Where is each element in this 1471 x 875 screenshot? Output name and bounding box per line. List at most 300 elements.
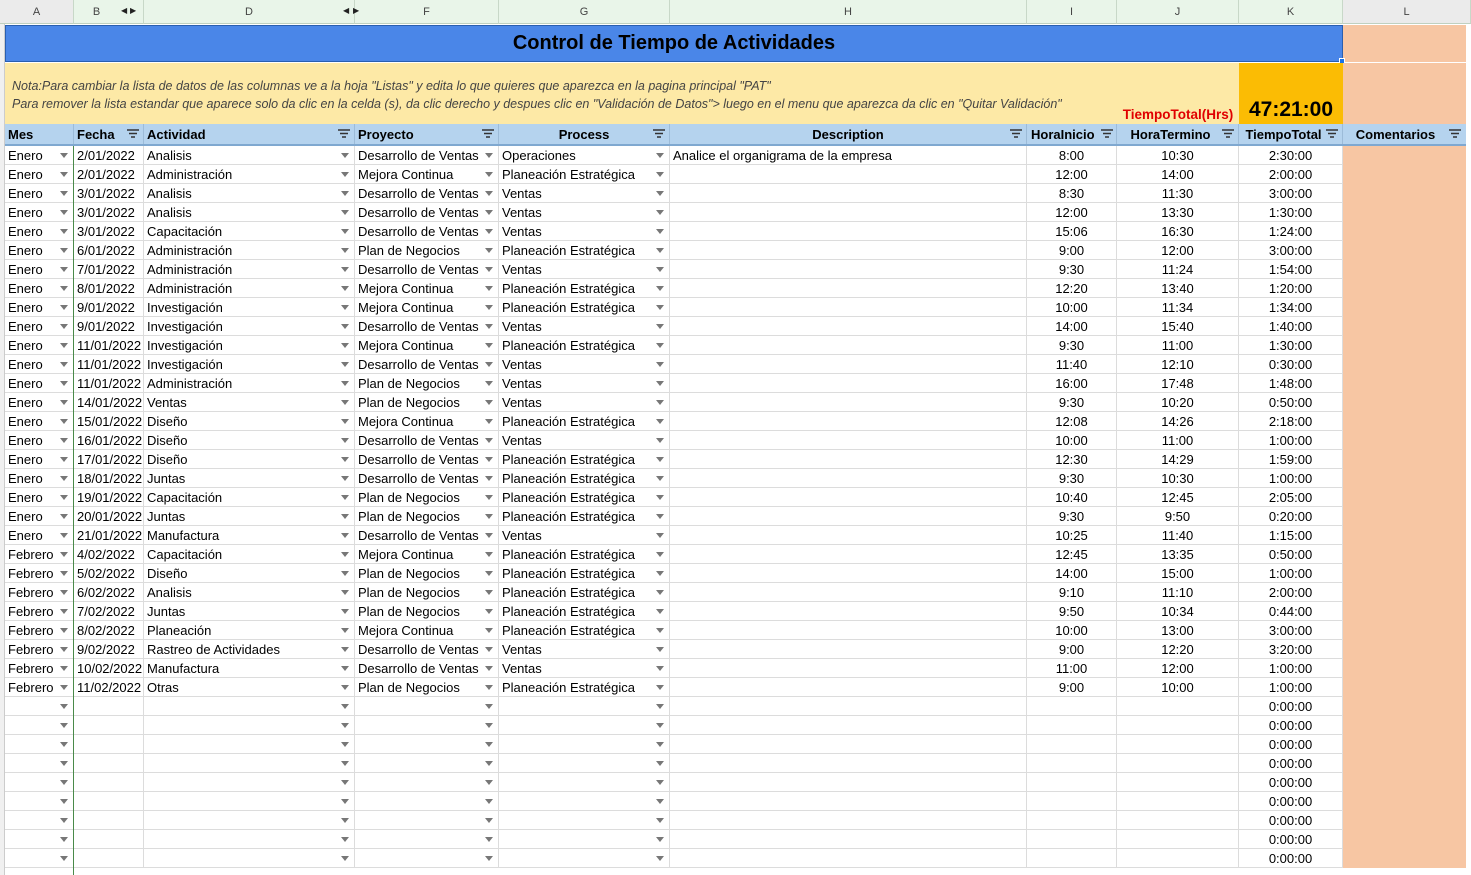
cell-tiempo-total[interactable]: 1:30:00 <box>1239 203 1343 221</box>
cell-hora-inicio[interactable]: 10:25 <box>1027 526 1117 544</box>
cell-tiempo-total[interactable]: 0:00:00 <box>1239 697 1343 715</box>
dropdown-arrow-icon[interactable] <box>341 362 349 367</box>
cell-comentarios[interactable] <box>1343 507 1466 526</box>
dropdown-arrow-icon[interactable] <box>656 818 664 823</box>
cell-hora-termino[interactable]: 11:34 <box>1117 298 1239 316</box>
dropdown-arrow-icon[interactable] <box>60 191 68 196</box>
cell-hora-inicio[interactable]: 9:10 <box>1027 583 1117 601</box>
cell-description[interactable] <box>670 716 1027 734</box>
cell-actividad[interactable] <box>144 754 355 772</box>
cell-mes[interactable]: Enero <box>5 203 74 221</box>
cell-hora-inicio[interactable]: 11:40 <box>1027 355 1117 373</box>
cell-fecha[interactable]: 15/01/2022 <box>74 412 144 430</box>
cell-hora-inicio[interactable]: 12:20 <box>1027 279 1117 297</box>
cell-process[interactable]: Planeación Estratégica <box>499 165 670 183</box>
cell-proyecto[interactable]: Plan de Negocios <box>355 583 499 601</box>
cell-proyecto[interactable] <box>355 735 499 753</box>
cell-actividad[interactable]: Investigación <box>144 336 355 354</box>
cell-comentarios[interactable] <box>1343 298 1466 317</box>
column-header-j[interactable]: J <box>1117 0 1239 24</box>
cell-proyecto[interactable]: Desarrollo de Ventas <box>355 222 499 240</box>
dropdown-arrow-icon[interactable] <box>485 552 493 557</box>
dropdown-arrow-icon[interactable] <box>341 552 349 557</box>
cell-process[interactable]: Planeación Estratégica <box>499 507 670 525</box>
dropdown-arrow-icon[interactable] <box>341 761 349 766</box>
dropdown-arrow-icon[interactable] <box>485 381 493 386</box>
cell-hora-termino[interactable] <box>1117 697 1239 715</box>
dropdown-arrow-icon[interactable] <box>60 552 68 557</box>
dropdown-arrow-icon[interactable] <box>341 324 349 329</box>
cell-comentarios[interactable] <box>1343 222 1466 241</box>
dropdown-arrow-icon[interactable] <box>485 191 493 196</box>
dropdown-arrow-icon[interactable] <box>341 818 349 823</box>
cell-actividad[interactable]: Administración <box>144 241 355 259</box>
cell-tiempo-total[interactable]: 2:18:00 <box>1239 412 1343 430</box>
dropdown-arrow-icon[interactable] <box>485 438 493 443</box>
cell-hora-inicio[interactable]: 9:00 <box>1027 640 1117 658</box>
dropdown-arrow-icon[interactable] <box>485 628 493 633</box>
dropdown-arrow-icon[interactable] <box>60 628 68 633</box>
dropdown-arrow-icon[interactable] <box>341 723 349 728</box>
dropdown-arrow-icon[interactable] <box>341 742 349 747</box>
cell-hora-termino[interactable]: 13:00 <box>1117 621 1239 639</box>
cell-fecha[interactable]: 4/02/2022 <box>74 545 144 563</box>
dropdown-arrow-icon[interactable] <box>656 723 664 728</box>
dropdown-arrow-icon[interactable] <box>60 723 68 728</box>
cell-comentarios[interactable] <box>1343 241 1466 260</box>
column-header-l[interactable]: L <box>1343 0 1471 24</box>
cell-fecha[interactable]: 11/01/2022 <box>74 336 144 354</box>
cell-comentarios[interactable] <box>1343 469 1466 488</box>
dropdown-arrow-icon[interactable] <box>656 628 664 633</box>
dropdown-arrow-icon[interactable] <box>485 666 493 671</box>
header-fecha[interactable] <box>74 124 144 144</box>
dropdown-arrow-icon[interactable] <box>60 286 68 291</box>
cell-hora-termino[interactable]: 17:48 <box>1117 374 1239 392</box>
cell-tiempo-total[interactable]: 1:20:00 <box>1239 279 1343 297</box>
cell-proyecto[interactable]: Desarrollo de Ventas <box>355 469 499 487</box>
cell-actividad[interactable]: Rastreo de Actividades <box>144 640 355 658</box>
cell-comentarios[interactable] <box>1343 203 1466 222</box>
cell-hora-termino[interactable]: 10:30 <box>1117 146 1239 164</box>
dropdown-arrow-icon[interactable] <box>656 286 664 291</box>
cell-process[interactable]: Planeación Estratégica <box>499 602 670 620</box>
cell-mes[interactable]: Enero <box>5 374 74 392</box>
dropdown-arrow-icon[interactable] <box>656 704 664 709</box>
cell-fecha[interactable]: 16/01/2022 <box>74 431 144 449</box>
cell-proyecto[interactable]: Mejora Continua <box>355 165 499 183</box>
cell-hora-termino[interactable] <box>1117 754 1239 772</box>
cell-tiempo-total[interactable]: 1:54:00 <box>1239 260 1343 278</box>
cell-comentarios[interactable] <box>1343 431 1466 450</box>
dropdown-arrow-icon[interactable] <box>60 400 68 405</box>
dropdown-arrow-icon[interactable] <box>341 305 349 310</box>
cell-mes[interactable]: Febrero <box>5 545 74 563</box>
dropdown-arrow-icon[interactable] <box>485 685 493 690</box>
cell-description[interactable] <box>670 583 1027 601</box>
column-header-k[interactable]: K <box>1239 0 1343 24</box>
cell-process[interactable] <box>499 830 670 848</box>
cell-description[interactable] <box>670 203 1027 221</box>
cell-proyecto[interactable]: Mejora Continua <box>355 412 499 430</box>
cell-tiempo-total[interactable]: 0:30:00 <box>1239 355 1343 373</box>
cell-tiempo-total[interactable]: 1:00:00 <box>1239 659 1343 677</box>
cell-hora-inicio[interactable] <box>1027 792 1117 810</box>
dropdown-arrow-icon[interactable] <box>656 153 664 158</box>
dropdown-arrow-icon[interactable] <box>60 533 68 538</box>
header-mes[interactable] <box>5 124 74 144</box>
dropdown-arrow-icon[interactable] <box>485 343 493 348</box>
dropdown-arrow-icon[interactable] <box>656 191 664 196</box>
cell-hora-termino[interactable]: 12:10 <box>1117 355 1239 373</box>
column-header-i[interactable]: I <box>1027 0 1117 24</box>
cell-hora-termino[interactable] <box>1117 849 1239 867</box>
dropdown-arrow-icon[interactable] <box>656 552 664 557</box>
cell-comentarios[interactable] <box>1343 336 1466 355</box>
expand-right-icon-2[interactable]: ▶ <box>353 6 360 15</box>
cell-proyecto[interactable]: Desarrollo de Ventas <box>355 203 499 221</box>
cell-fecha[interactable]: 9/01/2022 <box>74 298 144 316</box>
cell-tiempo-total[interactable]: 0:44:00 <box>1239 602 1343 620</box>
cell-process[interactable]: Planeación Estratégica <box>499 241 670 259</box>
cell-hora-termino[interactable]: 10:00 <box>1117 678 1239 696</box>
cell-process[interactable]: Ventas <box>499 317 670 335</box>
cell-hora-inicio[interactable]: 12:08 <box>1027 412 1117 430</box>
cell-tiempo-total[interactable]: 1:40:00 <box>1239 317 1343 335</box>
filter-icon[interactable] <box>1101 129 1113 138</box>
cell-proyecto[interactable] <box>355 830 499 848</box>
cell-tiempo-total[interactable]: 0:00:00 <box>1239 735 1343 753</box>
dropdown-arrow-icon[interactable] <box>485 495 493 500</box>
header-comentarios[interactable] <box>1343 124 1466 144</box>
dropdown-arrow-icon[interactable] <box>341 419 349 424</box>
cell-process[interactable] <box>499 754 670 772</box>
dropdown-arrow-icon[interactable] <box>60 590 68 595</box>
cell-comentarios[interactable] <box>1343 279 1466 298</box>
dropdown-arrow-icon[interactable] <box>656 267 664 272</box>
dropdown-arrow-icon[interactable] <box>656 362 664 367</box>
cell-hora-termino[interactable]: 11:24 <box>1117 260 1239 278</box>
cell-process[interactable]: Ventas <box>499 203 670 221</box>
cell-actividad[interactable] <box>144 773 355 791</box>
cell-mes[interactable]: Enero <box>5 393 74 411</box>
cell-hora-inicio[interactable]: 12:45 <box>1027 545 1117 563</box>
cell-fecha[interactable]: 21/01/2022 <box>74 526 144 544</box>
peach-cell-title[interactable] <box>1343 25 1466 62</box>
dropdown-arrow-icon[interactable] <box>60 571 68 576</box>
cell-tiempo-total[interactable]: 0:00:00 <box>1239 754 1343 772</box>
cell-mes[interactable]: Febrero <box>5 621 74 639</box>
cell-mes[interactable]: Enero <box>5 298 74 316</box>
cell-actividad[interactable]: Otras <box>144 678 355 696</box>
cell-description[interactable] <box>670 412 1027 430</box>
cell-mes[interactable]: Enero <box>5 412 74 430</box>
cell-description[interactable]: Analice el organigrama de la empresa <box>670 146 1027 164</box>
dropdown-arrow-icon[interactable] <box>60 761 68 766</box>
cell-proyecto[interactable]: Plan de Negocios <box>355 393 499 411</box>
cell-hora-termino[interactable]: 10:34 <box>1117 602 1239 620</box>
column-header-g[interactable]: G <box>499 0 670 24</box>
dropdown-arrow-icon[interactable] <box>656 210 664 215</box>
cell-tiempo-total[interactable]: 0:50:00 <box>1239 545 1343 563</box>
cell-hora-termino[interactable]: 11:40 <box>1117 526 1239 544</box>
dropdown-arrow-icon[interactable] <box>485 362 493 367</box>
cell-hora-inicio[interactable]: 14:00 <box>1027 317 1117 335</box>
cell-description[interactable] <box>670 298 1027 316</box>
dropdown-arrow-icon[interactable] <box>341 267 349 272</box>
cell-fecha[interactable]: 7/02/2022 <box>74 602 144 620</box>
dropdown-arrow-icon[interactable] <box>485 286 493 291</box>
cell-tiempo-total[interactable]: 0:00:00 <box>1239 830 1343 848</box>
cell-hora-termino[interactable]: 12:00 <box>1117 659 1239 677</box>
dropdown-arrow-icon[interactable] <box>60 324 68 329</box>
cell-hora-inicio[interactable]: 10:00 <box>1027 298 1117 316</box>
note-cell[interactable] <box>5 63 1117 124</box>
dropdown-arrow-icon[interactable] <box>656 799 664 804</box>
dropdown-arrow-icon[interactable] <box>656 324 664 329</box>
cell-hora-termino[interactable]: 13:30 <box>1117 203 1239 221</box>
cell-description[interactable] <box>670 336 1027 354</box>
cell-proyecto[interactable]: Desarrollo de Ventas <box>355 355 499 373</box>
cell-fecha[interactable]: 19/01/2022 <box>74 488 144 506</box>
cell-actividad[interactable]: Planeación <box>144 621 355 639</box>
cell-fecha[interactable]: 3/01/2022 <box>74 222 144 240</box>
cell-process[interactable] <box>499 735 670 753</box>
cell-process[interactable] <box>499 773 670 791</box>
cell-hora-inicio[interactable] <box>1027 830 1117 848</box>
cell-mes[interactable]: Enero <box>5 355 74 373</box>
cell-actividad[interactable] <box>144 697 355 715</box>
dropdown-arrow-icon[interactable] <box>656 780 664 785</box>
column-header-d[interactable]: D <box>144 0 355 24</box>
cell-mes[interactable]: Enero <box>5 507 74 525</box>
cell-comentarios[interactable] <box>1343 393 1466 412</box>
cell-tiempo-total[interactable]: 0:20:00 <box>1239 507 1343 525</box>
cell-mes[interactable]: Enero <box>5 146 74 164</box>
filter-icon[interactable] <box>653 129 665 138</box>
dropdown-arrow-icon[interactable] <box>656 533 664 538</box>
cell-comentarios[interactable] <box>1343 564 1466 583</box>
cell-hora-termino[interactable]: 14:26 <box>1117 412 1239 430</box>
cell-process[interactable]: Ventas <box>499 659 670 677</box>
cell-comentarios[interactable] <box>1343 545 1466 564</box>
cell-comentarios[interactable] <box>1343 260 1466 279</box>
filter-icon[interactable] <box>1222 129 1234 138</box>
cell-comentarios[interactable] <box>1343 146 1466 165</box>
cell-process[interactable] <box>499 792 670 810</box>
cell-tiempo-total[interactable]: 3:00:00 <box>1239 184 1343 202</box>
cell-tiempo-total[interactable]: 3:20:00 <box>1239 640 1343 658</box>
cell-fecha[interactable]: 14/01/2022 <box>74 393 144 411</box>
cell-fecha[interactable]: 2/01/2022 <box>74 165 144 183</box>
cell-comentarios[interactable] <box>1343 678 1466 697</box>
cell-hora-termino[interactable] <box>1117 773 1239 791</box>
cell-comentarios[interactable] <box>1343 830 1466 849</box>
cell-tiempo-total[interactable]: 1:15:00 <box>1239 526 1343 544</box>
dropdown-arrow-icon[interactable] <box>656 837 664 842</box>
cell-description[interactable] <box>670 507 1027 525</box>
cell-hora-inicio[interactable]: 8:00 <box>1027 146 1117 164</box>
dropdown-arrow-icon[interactable] <box>341 191 349 196</box>
dropdown-arrow-icon[interactable] <box>485 533 493 538</box>
cell-hora-inicio[interactable]: 9:30 <box>1027 260 1117 278</box>
cell-mes[interactable]: Febrero <box>5 564 74 582</box>
cell-actividad[interactable]: Administración <box>144 260 355 278</box>
cell-hora-inicio[interactable]: 11:00 <box>1027 659 1117 677</box>
dropdown-arrow-icon[interactable] <box>341 400 349 405</box>
column-header-a[interactable]: A <box>0 0 74 24</box>
cell-process[interactable] <box>499 849 670 867</box>
cell-description[interactable] <box>670 773 1027 791</box>
dropdown-arrow-icon[interactable] <box>485 476 493 481</box>
cell-proyecto[interactable]: Desarrollo de Ventas <box>355 317 499 335</box>
cell-hora-inicio[interactable]: 12:00 <box>1027 165 1117 183</box>
dropdown-arrow-icon[interactable] <box>341 153 349 158</box>
filter-icon[interactable] <box>1449 129 1461 138</box>
dropdown-arrow-icon[interactable] <box>656 609 664 614</box>
cell-actividad[interactable]: Analisis <box>144 203 355 221</box>
dropdown-arrow-icon[interactable] <box>485 172 493 177</box>
header-process[interactable] <box>499 124 670 144</box>
cell-mes[interactable]: Enero <box>5 317 74 335</box>
cell-fecha[interactable]: 11/02/2022 <box>74 678 144 696</box>
cell-description[interactable] <box>670 792 1027 810</box>
cell-comentarios[interactable] <box>1343 754 1466 773</box>
dropdown-arrow-icon[interactable] <box>656 761 664 766</box>
cell-hora-termino[interactable] <box>1117 716 1239 734</box>
dropdown-arrow-icon[interactable] <box>341 571 349 576</box>
cell-proyecto[interactable] <box>355 697 499 715</box>
cell-comentarios[interactable] <box>1343 697 1466 716</box>
cell-fecha[interactable]: 3/01/2022 <box>74 203 144 221</box>
dropdown-arrow-icon[interactable] <box>60 267 68 272</box>
dropdown-arrow-icon[interactable] <box>656 647 664 652</box>
column-header-f[interactable] <box>343 0 499 24</box>
filter-icon[interactable] <box>1010 129 1022 138</box>
cell-proyecto[interactable]: Plan de Negocios <box>355 678 499 696</box>
cell-mes[interactable]: Enero <box>5 165 74 183</box>
cell-tiempo-total[interactable]: 0:00:00 <box>1239 716 1343 734</box>
dropdown-arrow-icon[interactable] <box>485 400 493 405</box>
dropdown-arrow-icon[interactable] <box>341 495 349 500</box>
cell-description[interactable] <box>670 697 1027 715</box>
dropdown-arrow-icon[interactable] <box>60 666 68 671</box>
cell-proyecto[interactable]: Desarrollo de Ventas <box>355 640 499 658</box>
cell-description[interactable] <box>670 260 1027 278</box>
cell-mes[interactable]: Enero <box>5 279 74 297</box>
dropdown-arrow-icon[interactable] <box>485 704 493 709</box>
dropdown-arrow-icon[interactable] <box>485 609 493 614</box>
cell-description[interactable] <box>670 678 1027 696</box>
cell-comentarios[interactable] <box>1343 735 1466 754</box>
cell-hora-termino[interactable]: 13:40 <box>1117 279 1239 297</box>
cell-comentarios[interactable] <box>1343 659 1466 678</box>
cell-comentarios[interactable] <box>1343 602 1466 621</box>
dropdown-arrow-icon[interactable] <box>656 305 664 310</box>
dropdown-arrow-icon[interactable] <box>485 818 493 823</box>
cell-actividad[interactable]: Diseño <box>144 412 355 430</box>
cell-description[interactable] <box>670 355 1027 373</box>
cell-proyecto[interactable]: Plan de Negocios <box>355 488 499 506</box>
dropdown-arrow-icon[interactable] <box>60 495 68 500</box>
dropdown-arrow-icon[interactable] <box>60 438 68 443</box>
cell-actividad[interactable]: Analisis <box>144 146 355 164</box>
cell-comentarios[interactable] <box>1343 355 1466 374</box>
cell-tiempo-total[interactable]: 0:00:00 <box>1239 849 1343 867</box>
dropdown-arrow-icon[interactable] <box>656 229 664 234</box>
cell-fecha[interactable]: 18/01/2022 <box>74 469 144 487</box>
cell-fecha[interactable]: 9/01/2022 <box>74 317 144 335</box>
cell-tiempo-total[interactable]: 2:30:00 <box>1239 146 1343 164</box>
cell-hora-inicio[interactable]: 10:00 <box>1027 621 1117 639</box>
dropdown-arrow-icon[interactable] <box>656 476 664 481</box>
header-hora-termino[interactable] <box>1117 124 1239 144</box>
cell-hora-inicio[interactable]: 9:00 <box>1027 241 1117 259</box>
cell-comentarios[interactable] <box>1343 317 1466 336</box>
cell-actividad[interactable]: Manufactura <box>144 526 355 544</box>
cell-hora-inicio[interactable]: 9:30 <box>1027 393 1117 411</box>
dropdown-arrow-icon[interactable] <box>341 343 349 348</box>
cell-process[interactable]: Planeación Estratégica <box>499 298 670 316</box>
dropdown-arrow-icon[interactable] <box>485 210 493 215</box>
cell-hora-inicio[interactable]: 9:00 <box>1027 678 1117 696</box>
cell-description[interactable] <box>670 640 1027 658</box>
dropdown-arrow-icon[interactable] <box>341 685 349 690</box>
dropdown-arrow-icon[interactable] <box>341 533 349 538</box>
cell-comentarios[interactable] <box>1343 374 1466 393</box>
cell-actividad[interactable]: Analisis <box>144 184 355 202</box>
dropdown-arrow-icon[interactable] <box>656 457 664 462</box>
dropdown-arrow-icon[interactable] <box>60 229 68 234</box>
cell-hora-inicio[interactable] <box>1027 849 1117 867</box>
dropdown-arrow-icon[interactable] <box>485 324 493 329</box>
cell-process[interactable]: Planeación Estratégica <box>499 336 670 354</box>
cell-comentarios[interactable] <box>1343 621 1466 640</box>
cell-proyecto[interactable]: Mejora Continua <box>355 336 499 354</box>
cell-actividad[interactable]: Diseño <box>144 564 355 582</box>
cell-proyecto[interactable]: Desarrollo de Ventas <box>355 431 499 449</box>
filter-icon[interactable] <box>1326 129 1338 138</box>
cell-tiempo-total[interactable]: 0:50:00 <box>1239 393 1343 411</box>
cell-actividad[interactable] <box>144 830 355 848</box>
cell-process[interactable]: Ventas <box>499 184 670 202</box>
cell-process[interactable]: Ventas <box>499 222 670 240</box>
dropdown-arrow-icon[interactable] <box>485 153 493 158</box>
cell-proyecto[interactable]: Plan de Negocios <box>355 507 499 525</box>
cell-description[interactable] <box>670 469 1027 487</box>
cell-actividad[interactable]: Administración <box>144 279 355 297</box>
dropdown-arrow-icon[interactable] <box>341 628 349 633</box>
cell-mes[interactable]: Enero <box>5 431 74 449</box>
cell-fecha[interactable]: 11/01/2022 <box>74 374 144 392</box>
cell-tiempo-total[interactable]: 1:30:00 <box>1239 336 1343 354</box>
dropdown-arrow-icon[interactable] <box>60 343 68 348</box>
cell-fecha[interactable] <box>74 697 144 715</box>
cell-comentarios[interactable] <box>1343 849 1466 868</box>
dropdown-arrow-icon[interactable] <box>341 172 349 177</box>
cell-fecha[interactable]: 7/01/2022 <box>74 260 144 278</box>
cell-fecha[interactable]: 8/01/2022 <box>74 279 144 297</box>
header-hora-inicio[interactable] <box>1027 124 1117 144</box>
dropdown-arrow-icon[interactable] <box>60 362 68 367</box>
cell-fecha[interactable] <box>74 830 144 848</box>
dropdown-arrow-icon[interactable] <box>341 438 349 443</box>
cell-actividad[interactable]: Administración <box>144 165 355 183</box>
header-description[interactable] <box>670 124 1027 144</box>
cell-mes[interactable]: Enero <box>5 469 74 487</box>
cell-hora-inicio[interactable]: 16:00 <box>1027 374 1117 392</box>
cell-tiempo-total[interactable]: 1:00:00 <box>1239 564 1343 582</box>
